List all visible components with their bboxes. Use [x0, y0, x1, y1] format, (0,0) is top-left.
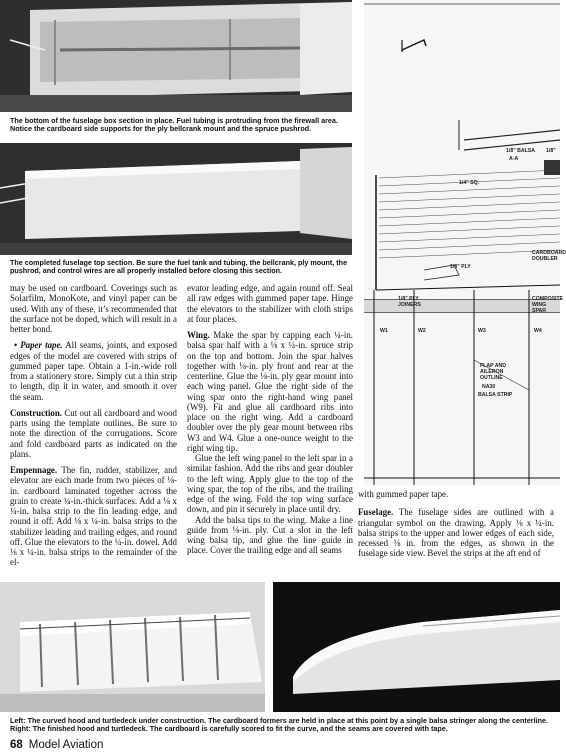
- article-column-2: [187, 283, 353, 556]
- plan-label-flap: FLAP AND AILERON OUTLINE: [480, 363, 506, 381]
- paper-tape-heading: • Paper tape.: [14, 340, 63, 351]
- photo-fuselage-bottom: [0, 0, 352, 112]
- col1-paragraph-1: may be used on cardboard. Coverings such as Solarfilm, MonoKote, and vinyl paper can be used. With any of these, it’s recommended that the surface not be doped, which will result in a better bond.: [10, 283, 177, 334]
- plan-label-w2: W2: [418, 328, 426, 334]
- magazine-name: Model Aviation: [28, 739, 104, 751]
- col2-paragraph-3: Glue the left wing panel to the left spar in a similar fashion. Add the ribs and gear doubler to the left wing. Apply glue to the top of the wing spar, the top of the ribs, and the trailing edge of the wing. Fold the top wing surface down, and pin it securely in place until dry.: [187, 453, 353, 515]
- plan-label-w3: W3: [478, 328, 486, 334]
- article-column-3: [358, 489, 554, 559]
- article-column-1: [10, 283, 177, 568]
- plan-label-w4: W4: [534, 328, 542, 334]
- col2-paragraph-4: Add the balsa tips to the wing. Make a line guide from ⅛-in. ply. Cut a slot in the left wing balsa tip, and glue the line guide in place. Cover the trailing edge and all seams: [187, 514, 353, 556]
- construction-heading: Construction.: [10, 407, 63, 418]
- caption-bottom: Left: The curved hood and turtledeck under construction. The cardboard formers are held in place at this point by a single balsa stringer along the centerline. Right: The finished hood and turtledeck. The cardboard is carefully scored to fit the curve, and the seams are covered with tape.: [10, 716, 548, 734]
- plan-label-balsa-strip: BALSA STRIP: [478, 392, 513, 398]
- plan-label-ply: 1/8" PLY: [450, 264, 471, 270]
- col1-paragraph-2: [10, 340, 177, 402]
- plan-label-quarter-sq: 1/4" SQ.: [459, 180, 480, 186]
- plan-label-doubler: CARDBOARD DOUBLER: [532, 250, 566, 262]
- plan-label-joiners: 1/8" PLY JOINERS: [398, 296, 421, 308]
- plan-label-balsa: 1/8" BALSA: [506, 148, 535, 154]
- plan-label-eighth: 1/8": [546, 148, 556, 154]
- col1-paragraph-4-body: The fin, rudder, stabilizer, and elevator are each made from two pieces of ⅛-in. cardboard laminated together across the grain to create ¼-in.-thick surfaces. Add a ⅛ x ¼-in. balsa strip to the fin leading edge, and round it off. Add ⅛ x ¼-in. balsa strips to the stabilizer leading and trailing edges, and round off. Glue the elevators to the ¼-in. dowel. Add ⅛ x ¼-in. balsa strips to the remainder of the el-: [10, 465, 177, 568]
- col3-paragraph-2-body: The fuselage sides are outlined with a triangular symbol on the drawing. Apply ⅛ x ¼-in. balsa strips to the upper and lower edges of each side, recessed ⅛ in. from the edges, as shown in the fuselage side view. Bevel the strips at the aft end of: [358, 507, 554, 559]
- col1-paragraph-4: [10, 465, 177, 568]
- col1-paragraph-2-body: All seams, joints, and exposed edges of the model are covered with strips of gummed paper tape. Obtain a 1-in.-wide roll from a stationery store. Simply cut a thin strip to length, dip it in water, and smooth it over the seam.: [10, 340, 177, 402]
- plan-label-w1: W1: [380, 328, 388, 334]
- col2-paragraph-2-body: Make the spar by capping each ¼-in. balsa spar half with a ⅛ x ¼-in. spruce strip on the top and bottom. Join the spar halves together with ⅛-in. ply front and rear at the centerline. Glue the ⅛-in. ply gear mount into each wing panel. Glue the right side of the wing spar onto the right-hand wing panel (W9). Fit and glue all cardboard ribs into place on the right wing. Add a cardboard doubler over the ply gear mount between ribs W3 and W4. Glue a one-ounce weight to the right wing tip.: [187, 330, 353, 453]
- wing-heading: Wing.: [187, 330, 210, 340]
- photo-fuselage-top: [0, 143, 352, 255]
- caption-top: The bottom of the fuselage box section in place. Fuel tubing is protruding from the firewall area. Notice the cardboard side supports for the ply bellcrank mount and the spruce pushrod.: [10, 116, 338, 134]
- plan-label-na30: NA30: [482, 384, 496, 390]
- fuselage-heading: Fuselage.: [358, 507, 394, 518]
- col2-paragraph-2: [187, 330, 353, 453]
- col1-paragraph-3-body: Cut out all cardboard and wood parts using the template outlines. Be sure to note the direction of the corrugations. Score and fold cardboard parts as indicated on the plans.: [10, 407, 177, 459]
- plan-label-aa: A-A: [509, 156, 519, 162]
- empennage-heading: Empennage.: [10, 465, 58, 475]
- page-number: 68: [10, 739, 23, 751]
- col3-paragraph-2: [358, 507, 554, 558]
- caption-middle: The completed fuselage top section. Be sure the fuel tank and tubing, the bellcrank, ply mount, the pushrod, and control wires are all properly installed before closing this section.: [10, 258, 348, 276]
- photo-hood-finished: [273, 582, 560, 712]
- photo-hood-construction: [0, 582, 265, 712]
- col1-paragraph-3: [10, 408, 177, 459]
- col3-paragraph-1: with gummed paper tape.: [358, 489, 449, 499]
- plans-drawing: [364, 0, 566, 485]
- plan-label-spar: COMPOSITE WING SPAR: [532, 296, 564, 314]
- col2-paragraph-1: evator leading edge, and again round off. Seal all raw edges with gummed paper tape. Hinge the elevators to the stabilizer with cloth strips at four places.: [187, 283, 353, 324]
- page-footer: [10, 739, 103, 751]
